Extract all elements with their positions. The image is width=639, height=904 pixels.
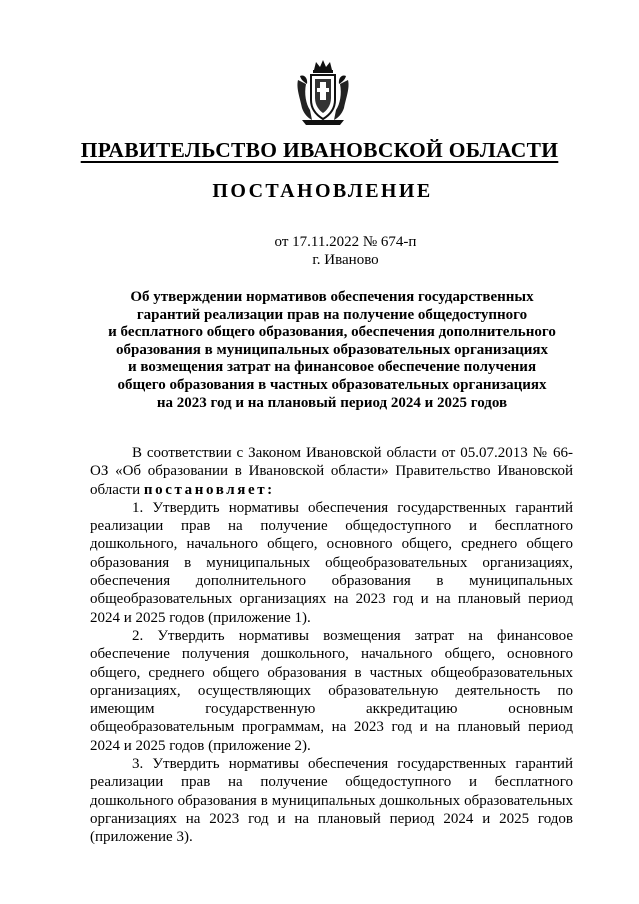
subject-line: и бесплатного общего образования, обеспечения дополнительного bbox=[108, 324, 556, 341]
subject-line: общего образования в частных образовательных организациях bbox=[117, 376, 547, 393]
subject-line: образования в муниципальных образовательных организациях bbox=[116, 341, 548, 358]
document-subject bbox=[86, 289, 578, 412]
government-name: ПРАВИТЕЛЬСТВО ИВАНОВСКОЙ ОБЛАСТИ bbox=[80, 138, 559, 162]
document-body bbox=[90, 444, 573, 847]
document-type: ПОСТАНОВЛЕНИЕ bbox=[212, 180, 433, 202]
preamble-text: В соответствии с Законом Ивановской области от 05.07.2013 № 66-ОЗ «Об образовании в Ивановской области» Правительство Ивановской области bbox=[90, 445, 573, 498]
subject-line: на 2023 год и на плановый период 2024 и 2025 годов bbox=[156, 394, 508, 411]
item-2-paragraph: 2. Утвердить нормативы возмещения затрат на финансовое обеспечение получения дошкольного, начального общего, основного общего, среднего общего образования в частных общеобразовательных организациях, осуществляющих образовательную деятельность по имеющим государственную аккредитацию основным общеобразовательным программам, на 2023 год и на плановый период 2024 и 2025 годов (приложение 2). bbox=[90, 627, 573, 754]
document-date-number: от 17.11.2022 № 674-п bbox=[274, 234, 417, 250]
item-3-paragraph: 3. Утвердить нормативы обеспечения государственных гарантий реализации прав на получение общедоступного и бесплатного дошкольного образования в муниципальных дошкольных образовательных организациях на 2023 год и на плановый период 2024 и 2025 годов (приложение 3). bbox=[90, 756, 573, 846]
item-1-paragraph: 1. Утвердить нормативы обеспечения государственных гарантий реализации прав на получение общедоступного и бесплатного дошкольного, начального общего, основного общего, среднего общего образования в муниципальных общеобразовательных организациях, обеспечения дополнительного образования в муниципальных общеобразовательных организациях на 2023 год и на плановый период 2024 и 2025 годов (приложение 1). bbox=[90, 499, 573, 626]
subject-line: Об утверждении нормативов обеспечения государственных bbox=[130, 289, 534, 305]
resolves-word: постановляет: bbox=[143, 481, 275, 498]
document-city: г. Иваново bbox=[312, 252, 379, 268]
subject-line: и возмещения затрат на финансовое обеспечение получения bbox=[127, 359, 537, 376]
subject-line: гарантий реализации прав на получение общедоступного bbox=[136, 306, 528, 323]
coat-of-arms-icon bbox=[294, 58, 352, 126]
preamble-paragraph bbox=[90, 444, 573, 499]
